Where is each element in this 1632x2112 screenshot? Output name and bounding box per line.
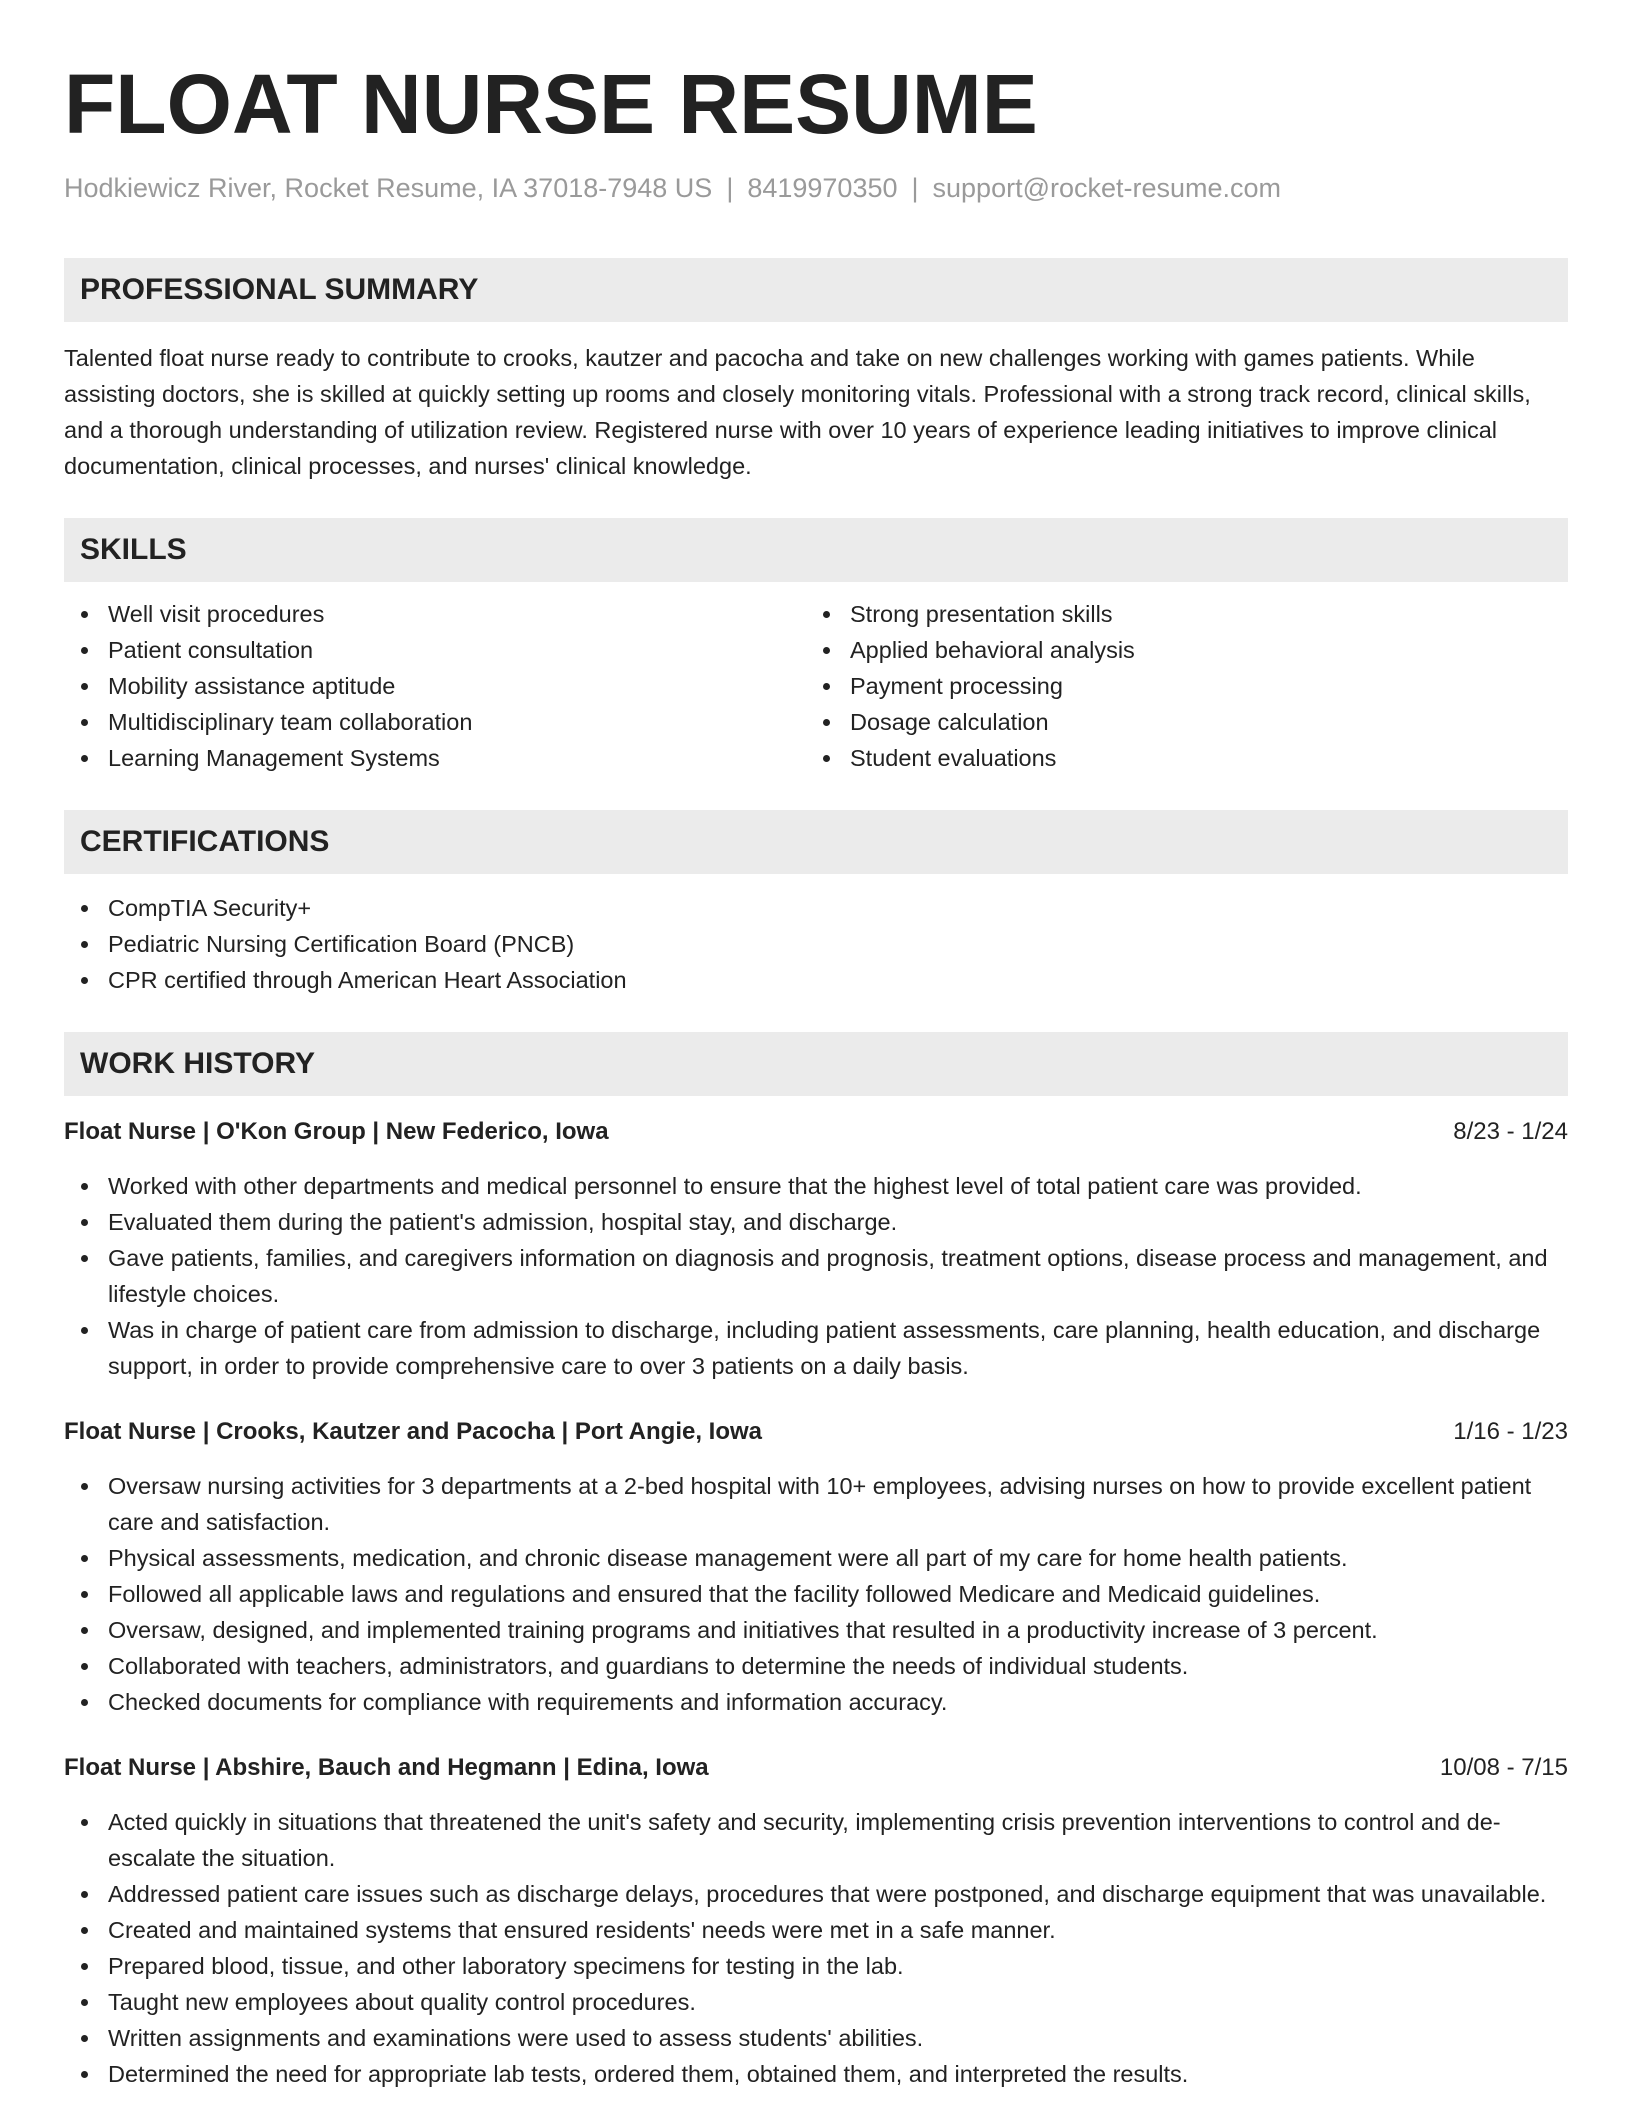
skill-item: Well visit procedures [64, 596, 806, 632]
section-heading-summary: PROFESSIONAL SUMMARY [64, 258, 1568, 322]
resume-title: FLOAT NURSE RESUME [64, 57, 1038, 151]
summary-text: Talented float nurse ready to contribute to crooks, kautzer and pacocha and take on new challenges working with games patients. While assisting doctors, she is skilled at quickly setting up rooms and closely monitoring vitals. Professional with a strong track record, clinical skills, and a thorough understanding of utilization review. Registered nurse with over 10 years of experience leading initiatives to improve clinical documentation, clinical processes, and nurses' clinical knowledge. [64, 345, 1531, 479]
job-header [64, 1114, 1568, 1150]
job-dates: 10/08 - 7/15 [1439, 1754, 1568, 1781]
job-bullet: Collaborated with teachers, administrators, and guardians to determine the needs of individual students. [64, 1648, 1568, 1684]
job-bullet: Physical assessments, medication, and chronic disease management were all part of my care for home health patients. [64, 1540, 1568, 1576]
skill-item: Mobility assistance aptitude [64, 668, 806, 704]
job-bullets [64, 1468, 1568, 1720]
contact-separator: | [911, 173, 919, 203]
section-heading-certifications: CERTIFICATIONS [64, 810, 1568, 874]
job-bullets [64, 1168, 1568, 1384]
contact-phone: 8419970350 [747, 173, 898, 203]
job-bullets [64, 1804, 1568, 2092]
skills-list-left [64, 596, 806, 776]
job-header [64, 1414, 1568, 1450]
contact-address: Hodkiewicz River, Rocket Resume, IA 37018-7948 US [64, 173, 713, 203]
certification-item: CPR certified through American Heart Association [64, 962, 1568, 998]
job-bullet: Written assignments and examinations were used to assess students' abilities. [64, 2020, 1568, 2056]
skill-item: Patient consultation [64, 632, 806, 668]
job-bullet: Checked documents for compliance with requirements and information accuracy. [64, 1684, 1568, 1720]
job-dates: 1/16 - 1/23 [1453, 1418, 1568, 1445]
job-bullet: Taught new employees about quality control procedures. [64, 1984, 1568, 2020]
skill-item: Learning Management Systems [64, 740, 806, 776]
job-header [64, 1750, 1568, 1786]
skill-item: Multidisciplinary team collaboration [64, 704, 806, 740]
contact-separator: | [726, 173, 734, 203]
certification-item: Pediatric Nursing Certification Board (PNCB) [64, 926, 1568, 962]
job-title: Float Nurse | O'Kon Group | New Federico, Iowa [64, 1118, 609, 1145]
job-title: Float Nurse | Crooks, Kautzer and Pacocha | Port Angie, Iowa [64, 1418, 763, 1445]
contact-line [64, 170, 1568, 206]
job-bullet: Oversaw, designed, and implemented training programs and initiatives that resulted in a productivity increase of 3 percent. [64, 1612, 1568, 1648]
job-bullet: Prepared blood, tissue, and other laboratory specimens for testing in the lab. [64, 1948, 1568, 1984]
job-entry [64, 1114, 1568, 1384]
job-dates: 8/23 - 1/24 [1453, 1118, 1568, 1145]
job-entry [64, 1414, 1568, 1720]
job-bullet: Oversaw nursing activities for 3 departments at a 2-bed hospital with 10+ employees, advising nurses on how to provide excellent patient care and satisfaction. [64, 1468, 1568, 1540]
job-bullet: Determined the need for appropriate lab tests, ordered them, obtained them, and interpreted the results. [64, 2056, 1568, 2092]
certification-item: CompTIA Security+ [64, 890, 1568, 926]
skills-list-right [806, 596, 1548, 776]
job-bullet: Followed all applicable laws and regulations and ensured that the facility followed Medicare and Medicaid guidelines. [64, 1576, 1568, 1612]
job-bullet: Acted quickly in situations that threatened the unit's safety and security, implementing crisis prevention interventions to control and de-escalate the situation. [64, 1804, 1568, 1876]
job-bullet: Gave patients, families, and caregivers information on diagnosis and prognosis, treatment options, disease process and management, and lifestyle choices. [64, 1240, 1568, 1312]
contact-email: support@rocket-resume.com [932, 173, 1282, 203]
skill-item: Payment processing [806, 668, 1548, 704]
skill-item: Dosage calculation [806, 704, 1548, 740]
skill-item: Strong presentation skills [806, 596, 1548, 632]
section-heading-work-history: WORK HISTORY [64, 1032, 1568, 1096]
section-heading-skills: SKILLS [64, 518, 1568, 582]
certifications-list [64, 890, 1568, 998]
job-bullet: Evaluated them during the patient's admission, hospital stay, and discharge. [64, 1204, 1568, 1240]
job-entry [64, 1750, 1568, 2092]
skill-item: Applied behavioral analysis [806, 632, 1548, 668]
skills-columns [64, 596, 1568, 776]
job-bullet: Worked with other departments and medical personnel to ensure that the highest level of total patient care was provided. [64, 1168, 1568, 1204]
job-bullet: Addressed patient care issues such as discharge delays, procedures that were postponed, and discharge equipment that was unavailable. [64, 1876, 1568, 1912]
skill-item: Student evaluations [806, 740, 1548, 776]
job-title: Float Nurse | Abshire, Bauch and Hegmann | Edina, Iowa [64, 1754, 709, 1781]
job-bullet: Created and maintained systems that ensured residents' needs were met in a safe manner. [64, 1912, 1568, 1948]
job-bullet: Was in charge of patient care from admission to discharge, including patient assessments, care planning, health education, and discharge support, in order to provide comprehensive care to over 3 patients on a daily basis. [64, 1312, 1568, 1384]
